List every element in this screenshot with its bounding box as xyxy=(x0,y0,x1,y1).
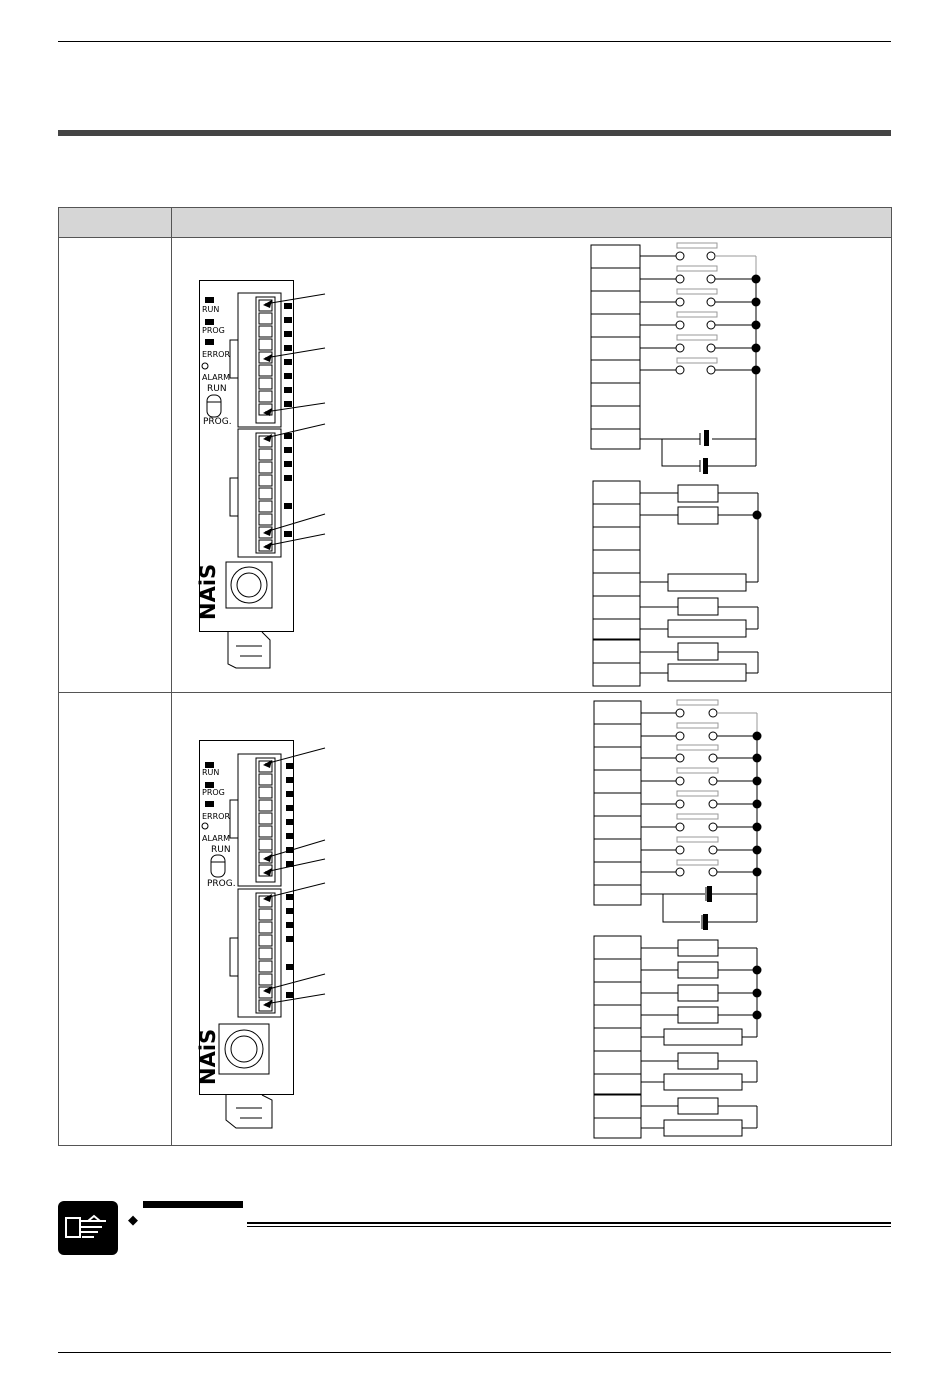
brand-logo: NAiS xyxy=(196,1028,220,1085)
switch-run-label: RUN xyxy=(211,845,231,855)
leader-lines-1 xyxy=(265,294,325,546)
switch-prog-label: PROG. xyxy=(203,417,232,427)
output-loads-1 xyxy=(640,485,758,681)
output-terminal-column-1 xyxy=(593,481,640,686)
pointing-hand-icon xyxy=(58,1201,118,1255)
note-rule xyxy=(247,1222,891,1224)
input-switches-2 xyxy=(641,700,757,876)
run-led-label: RUN xyxy=(202,768,220,777)
alarm-led-label: ALARM xyxy=(202,834,231,843)
brand-logo: NAiS xyxy=(196,563,220,620)
footer-rule xyxy=(58,1352,891,1353)
run-led-label: RUN xyxy=(202,305,220,314)
input-switches-1 xyxy=(640,243,756,374)
error-led-label: ERROR xyxy=(202,812,231,821)
prog-led-label: PROG xyxy=(202,788,225,797)
error-led-label: ERROR xyxy=(202,350,231,359)
input-terminal-column-1 xyxy=(591,245,640,449)
note-heading-bar xyxy=(143,1201,243,1208)
prog-led-label: PROG xyxy=(202,326,225,335)
diamond-icon: ◆ xyxy=(128,1212,138,1227)
switch-run-label: RUN xyxy=(207,384,227,394)
output-terminal-column-2 xyxy=(594,936,641,1138)
alarm-led-label: ALARM xyxy=(202,373,231,382)
output-loads-2 xyxy=(641,940,757,1136)
switch-prog-label: PROG. xyxy=(207,879,236,889)
leader-lines-2 xyxy=(265,748,325,1004)
note-rule-thin xyxy=(247,1226,891,1227)
input-terminal-column-2 xyxy=(594,701,641,905)
